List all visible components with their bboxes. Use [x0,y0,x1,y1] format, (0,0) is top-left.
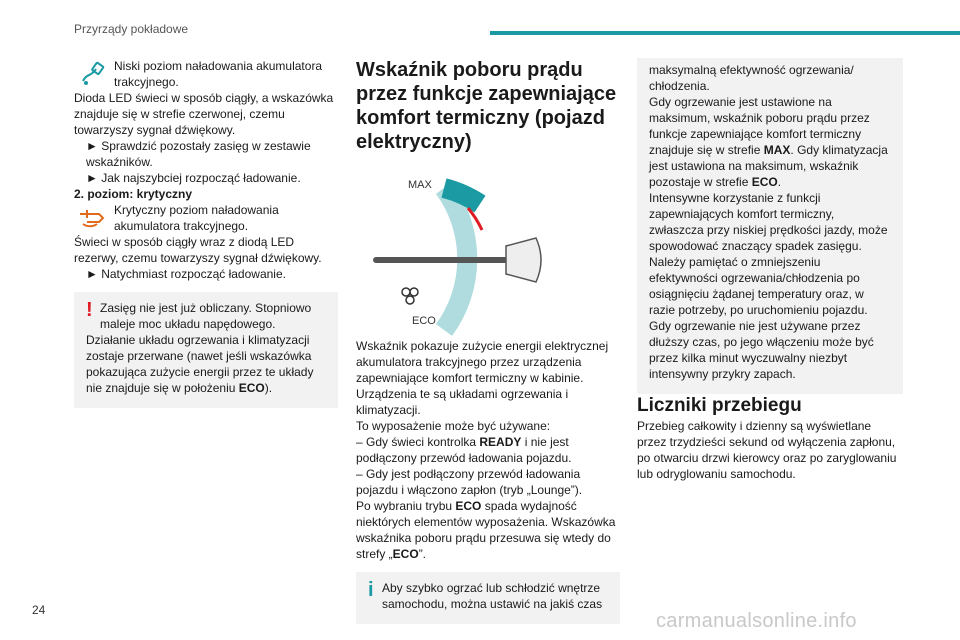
page-number: 24 [32,603,46,617]
thermal-comfort-gauge [356,168,620,338]
warning-icon: ! [86,299,93,321]
gauge-p4: Po wybraniu trybu ECO spada wydajność niektórych elementów wyposażenia. Wskazówka wskaźnika poboru prądu przesuwa się wtedy do strefy „ECO”. [356,499,616,561]
gauge-p2: Urządzenia te są układami ogrzewania i klimatyzacji. [356,387,569,417]
info-notice-continued [637,58,903,394]
step-charge-now: ► Natychmiast rozpocząć ładowanie. [86,267,286,281]
header-accent-bar [490,31,960,35]
notice-n4: Należy pamiętać o zmniejszeniu efektywności ogrzewania/chłodzenia po osiągnięciu żądanej temperatury oraz, w razie potrzeby, po uruchomieniu pojazdu. [649,255,868,317]
battery-critical-icon [74,202,110,234]
info-text: Aby szybko ogrzać lub schłodzić wnętrze samochodu, można ustawić na jakiś czas [382,581,603,611]
info-notice [356,572,620,624]
notice-n3: Intensywne korzystanie z funkcji zapewniających komfort termiczny, zwłaszcza przy niskiej prędkości jazdy, może spowodować znaczący spadek zasięgu. [649,191,888,253]
gauge-p1: Wskaźnik pokazuje zużycie energii elektrycznej akumulatora trakcyjnego przez urządzenia zapewniające komfort termiczny w kabinie. [356,339,609,385]
notice-n5: Gdy ogrzewanie nie jest używane przez dłuższy czas, po jego włączeniu może być przez kilka minut wyczuwalny niezbyt intensywny przykry zapach. [649,319,874,381]
gauge-dash2: – Gdy jest podłączony przewód ładowania pojazdu i włączono zapłon (tryb „Lounge”). [356,467,583,497]
column-1 [74,58,338,408]
gauge-dash1: – Gdy świeci kontrolka READY i nie jest podłączony przewód ładowania pojazdu. [356,435,572,465]
page-header-title: Przyrządy pokładowe [74,22,189,36]
battery-plug-icon [74,58,110,90]
column-3 [637,58,903,482]
section-title-odometers: Liczniki przebiegu [637,395,802,416]
column-2 [356,58,620,624]
gauge-needle-hub [506,238,541,282]
section-title-thermal-gauge: Wskaźnik poboru prądu przez funkcje zapewniające komfort termiczny (pojazd elektryczny) [356,59,617,153]
notice-n2: Gdy ogrzewanie jest ustawione na maksimum, wskaźnik poboru prądu przez funkcje zapewniające komfort termiczny znajduje się w strefie MAX. Gdy klimatyzacja jest ustawiona na maksimum, wskaźnik pozostaje w strefie ECO. [649,95,888,189]
warning-notice [74,292,338,408]
step-check-range: ► Sprawdzić pozostały zasięg w zestawie wskaźników. [86,139,311,169]
gauge-p3: To wyposażenie może być używane: [356,419,551,433]
gauge-max-label: MAX [408,179,432,191]
step-start-charging: ► Jak najszybciej rozpocząć ładowanie. [86,171,301,185]
critical-led-text: Świeci w sposób ciągły wraz z diodą LED rezerwy, czemu towarzyszy sygnał dźwiękowy. [74,235,322,265]
info-icon: i [368,579,374,601]
warning-line2: Działanie układu ogrzewania i klimatyzacji zostaje przerwane (nawet jeśli wskazówka pokazująca zużycie energii przez te układy nie znajduje się w położeniu ECO). [86,333,314,395]
battery-low-text: Niski poziom naładowania akumulatora trakcyjnego. [114,59,323,89]
battery-critical-row [74,202,338,234]
warning-line1: Zasięg nie jest już obliczany. Stopniowo maleje moc układu napędowego. [100,301,312,331]
notice-n1: maksymalną efektywność ogrzewania/ chłodzenia. [649,63,854,93]
led-text: Dioda LED świeci w sposób ciągły, a wskazówka znajduje się w strefie czerwonej, czemu towarzyszy sygnał dźwiękowy. [74,91,334,137]
watermark: carmanualsonline.info [656,610,857,632]
battery-low-row [74,58,338,90]
gauge-eco-label: ECO [412,315,436,327]
critical-text: Krytyczny poziom naładowania akumulatora trakcyjnego. [114,203,279,233]
odometer-text: Przebieg całkowity i dzienny są wyświetlane przez trzydzieści sekund od wyłączenia zapłonu, po otwarciu drzwi kierowcy oraz po zaryglowaniu lub odryglowaniu samochodu. [637,419,897,481]
level2-heading: 2. poziom: krytyczny [74,187,193,201]
eco-leaf-icon [402,288,418,304]
